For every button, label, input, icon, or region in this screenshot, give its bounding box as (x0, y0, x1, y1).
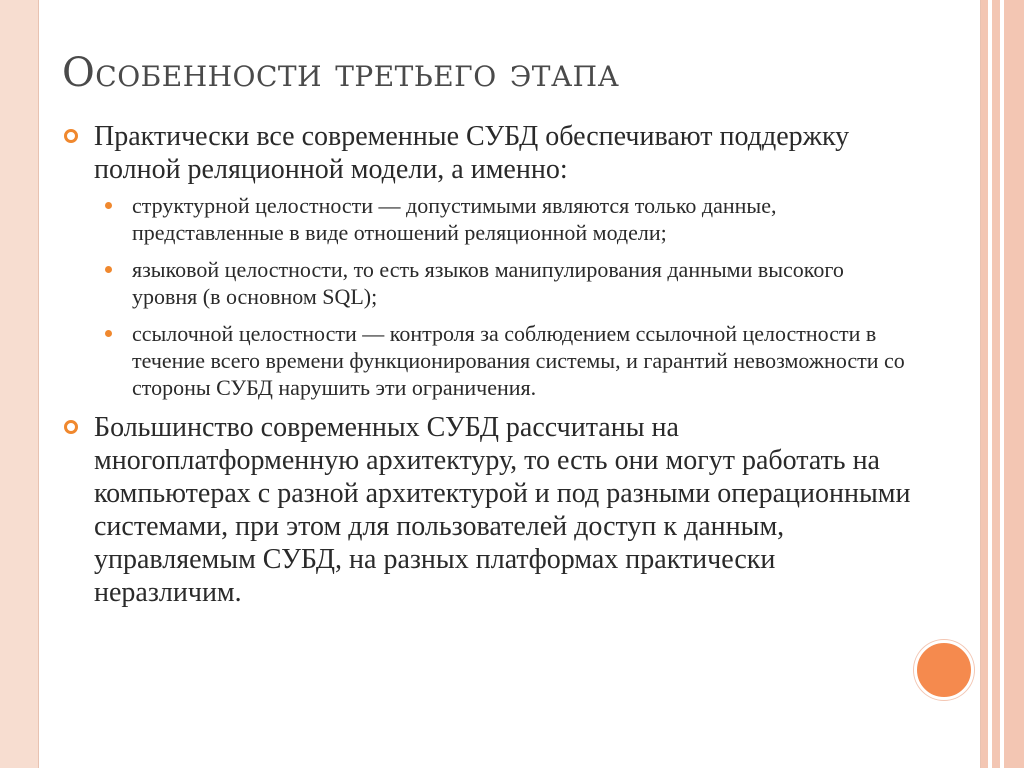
sub-bullet-item (62, 256, 912, 310)
ring-bullet-icon (64, 420, 78, 434)
right-decor-stripe (1004, 0, 1024, 768)
right-decor-stripe (981, 0, 988, 768)
ring-bullet-icon (64, 129, 78, 143)
slide-title: Особенности третьего этапа (62, 50, 620, 96)
dot-bullet-icon (105, 266, 112, 273)
sub-bullet-text: языковой целостности, то есть языков манипулирования данными высокого уровня (в основном SQL); (132, 257, 844, 309)
sub-bullet-item (62, 192, 912, 246)
right-decor-stripe (992, 0, 1000, 768)
dot-bullet-icon (105, 330, 112, 337)
left-decor-strip (0, 0, 38, 768)
dot-bullet-icon (105, 202, 112, 209)
bullet-item (62, 411, 912, 609)
bullet-item (62, 120, 912, 186)
sub-bullet-text: ссылочной целостности — контроля за соблюдением ссылочной целостности в течение всего времени функционирования системы, и гарантий невозможности со стороны СУБД нарушить эти ограничения. (132, 321, 905, 400)
slide-content (62, 120, 912, 615)
decor-circle (914, 640, 974, 700)
bullet-text: Большинство современных СУБД рассчитаны на многоплатформенную архитектуру, то есть они могут работать на компьютерах с разной архитектурой и под разными операционными системами, при этом для пользователей доступ к данным, управляемым СУБД, на разных платформах практически неразличим. (94, 412, 911, 608)
bullet-text: Практически все современные СУБД обеспечивают поддержку полной реляционной модели, а именно: (94, 121, 850, 185)
sub-bullet-list (62, 192, 912, 401)
sub-bullet-text: структурной целостности — допустимыми являются только данные, представленные в виде отношений реляционной модели; (132, 193, 777, 245)
sub-bullet-item (62, 320, 912, 401)
